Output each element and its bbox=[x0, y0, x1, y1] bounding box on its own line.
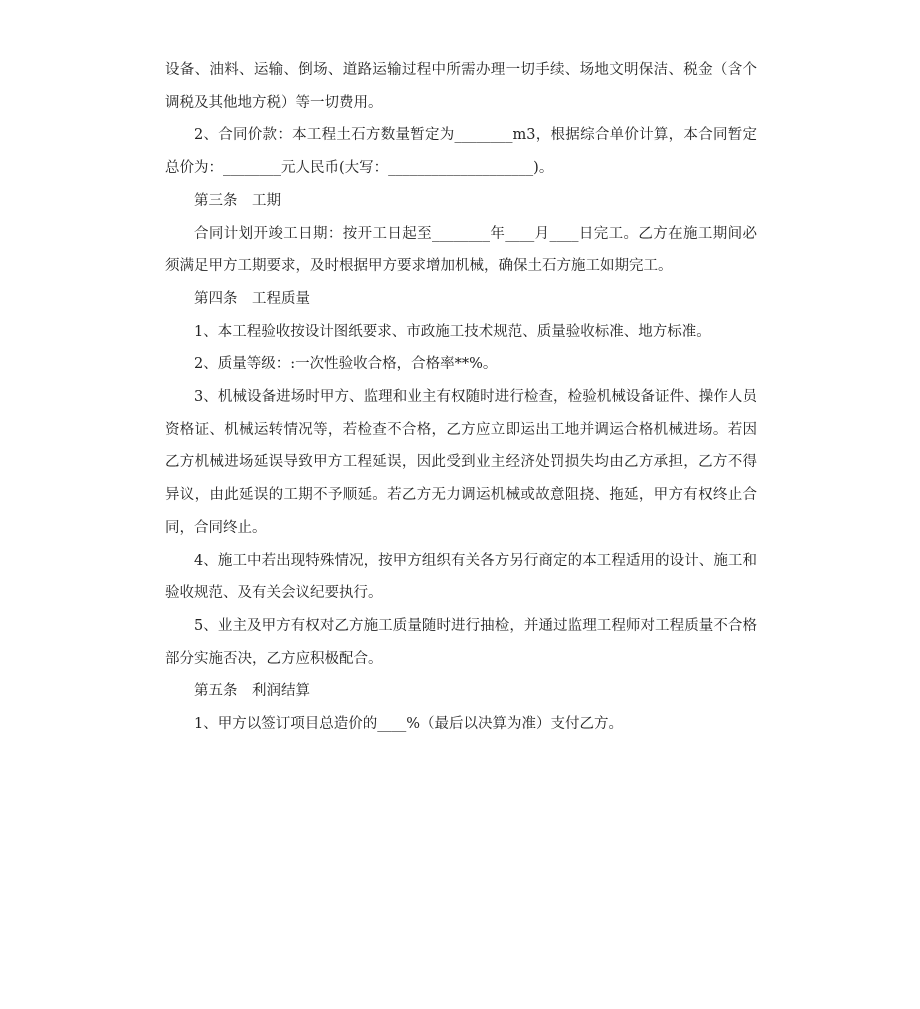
paragraph-settlement-1: 1、甲方以签订项目总造价的____%（最后以决算为准）支付乙方。 bbox=[194, 716, 624, 733]
paragraph-continued-fees: 设备、油料、运输、倒场、道路运输过程中所需办理一切手续、场地文明保洁、税金（含个调税及其他地方税）等一切费用。 bbox=[165, 62, 757, 111]
document-body bbox=[165, 54, 757, 741]
paragraph-quality-1: 1、本工程验收按设计图纸要求、市政施工技术规范、质量验收标准、地方标准。 bbox=[194, 323, 711, 340]
paragraph-quality-3: 3、机械设备进场时甲方、监理和业主有权随时进行检查，检验机械设备证件、操作人员资格证、机械运转情况等，若检查不合格，乙方应立即运出工地并调运合格机械进场。若因乙方机械进场延误导致甲方工程延误，因此受到业主经济处罚损失均由乙方承担，乙方不得异议，由此延误的工期不予顺延。若乙方无力调运机械或故意阻挠、拖延，甲方有权终止合同，合同终止。 bbox=[165, 389, 757, 536]
section-heading-article-3: 第三条 工期 bbox=[194, 192, 281, 209]
paragraph-quality-5: 5、业主及甲方有权对乙方施工质量随时进行抽检，并通过监理工程师对工程质量不合格部分实施否决，乙方应积极配合。 bbox=[165, 617, 757, 667]
paragraph-contract-price: 2、合同价款：本工程土石方数量暂定为________m3，根据综合单价计算，本合同暂定总价为：________元人民币(大写：____________________)。 bbox=[165, 127, 757, 177]
paragraph-schedule: 合同计划开竣工日期：按开工日起至________年____月____日完工。乙方在施工期间必须满足甲方工期要求，及时根据甲方要求增加机械，确保土石方施工如期完工。 bbox=[165, 225, 757, 275]
paragraph-quality-2: 2、质量等级：:一次性验收合格，合格率**%。 bbox=[194, 356, 498, 373]
paragraph-quality-4: 4、施工中若出现特殊情况，按甲方组织有关各方另行商定的本工程适用的设计、施工和验收规范、及有关会议纪要执行。 bbox=[165, 552, 757, 602]
section-heading-article-5: 第五条 利润结算 bbox=[194, 683, 310, 700]
section-heading-article-4: 第四条 工程质量 bbox=[194, 290, 310, 307]
